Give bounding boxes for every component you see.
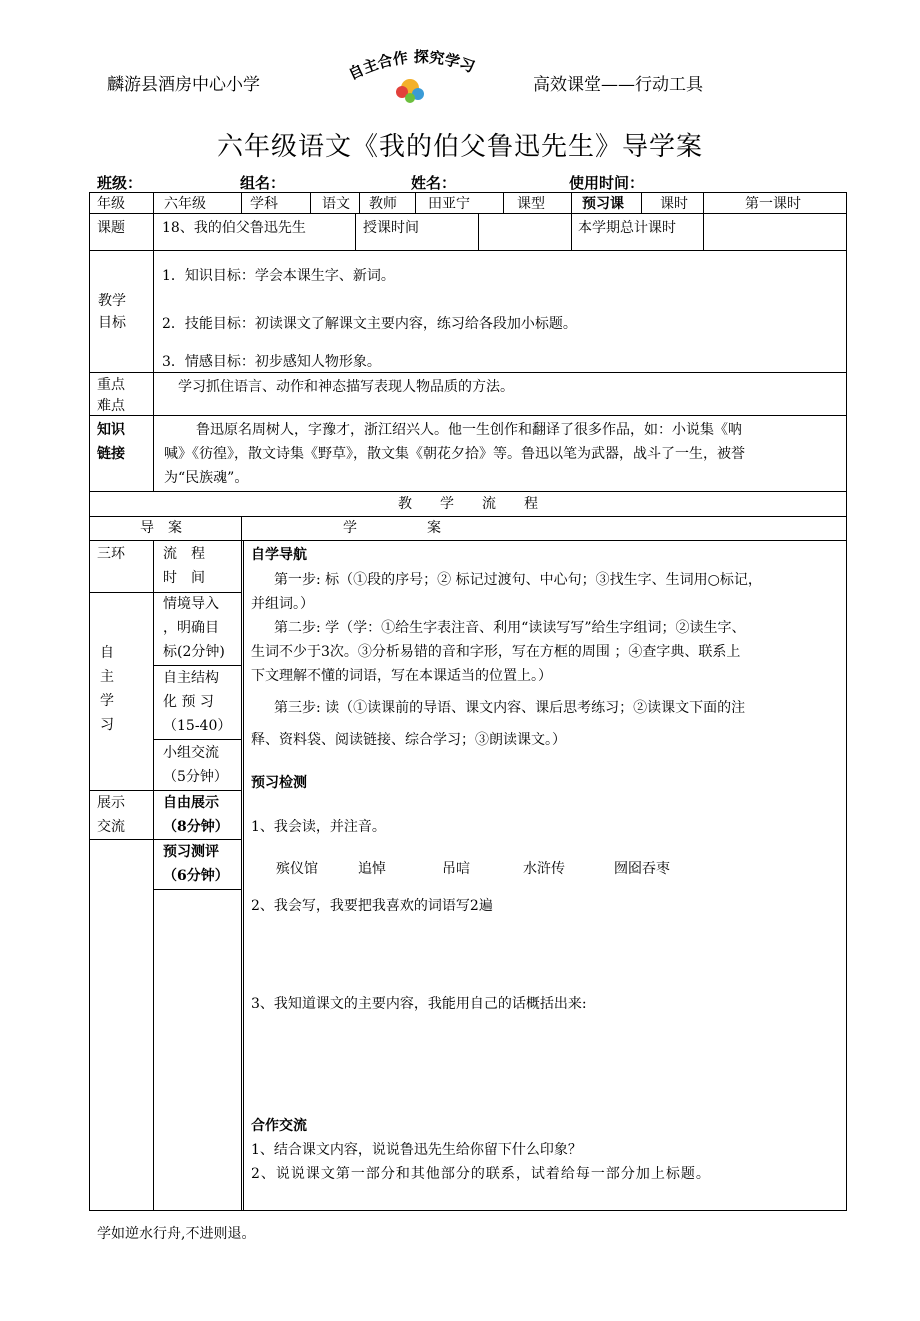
period-label: 课时 xyxy=(660,196,688,212)
step2-text: 第二步: 学（学：①给生字表注音、利用“读读写写”给生字组词；②读生字、 xyxy=(274,620,746,636)
step2-text: 生词不少于3次。③分析易错的音和字形，写在方框的周围 ；④查字典、联系上 xyxy=(251,644,741,660)
teach-time-label: 授课时间 xyxy=(363,220,419,236)
word-item: 殡仪馆 xyxy=(276,861,318,877)
knowledge-line: 喊》《彷徨》，散文诗集《野草》，散文集《朝花夕拾》等。鲁迅以笔为武器，战斗了一生，被誉 xyxy=(164,446,745,462)
period-value: 第一课时 xyxy=(745,196,801,212)
step3-text: 第三步: 读（①读课前的导语、课文内容、课后思考练习；②读课文下面的注 xyxy=(274,700,746,716)
study-label: 学 案 xyxy=(343,520,441,536)
flow-title: 教 学 流 程 xyxy=(398,496,538,512)
knowledge-label-2: 链接 xyxy=(97,446,125,462)
group-field[interactable] xyxy=(285,176,383,193)
coop-title: 合作交流 xyxy=(251,1118,307,1134)
school-name: 麟游县酒房中心小学 xyxy=(107,75,260,95)
class-label: 班级： xyxy=(97,172,214,193)
question-1: 1、我会读，并注音。 xyxy=(251,819,386,835)
guide-label: 导 案 xyxy=(140,520,182,536)
class-field[interactable] xyxy=(142,176,214,193)
svg-text:自主合作 探究学习 xyxy=(346,48,478,84)
logo xyxy=(340,42,500,112)
key-label-1: 重点 xyxy=(97,377,125,393)
grade-label: 年级 xyxy=(97,196,125,212)
topic-value: 18、我的伯父鲁迅先生 xyxy=(162,220,306,236)
coop-question-1: 1、结合课文内容，说说鲁迅先生给你留下什么印象？ xyxy=(251,1142,582,1158)
group-label: 组名： xyxy=(240,172,383,193)
name-field[interactable] xyxy=(456,176,532,193)
self-study-char: 学 xyxy=(100,693,114,709)
slogan: 高效课堂——行动工具 xyxy=(533,75,703,95)
word-item: 吊唁 xyxy=(442,861,470,877)
goal-item: 3．情感目标：初步感知人物形象。 xyxy=(162,354,381,370)
time-label: 使用时间： xyxy=(569,172,742,193)
step-intro: 情境导入 xyxy=(163,596,219,612)
check-title: 预习检测 xyxy=(251,775,307,791)
total-periods-label: 本学期总计课时 xyxy=(578,220,676,236)
coop-question-2: 2、说说课文第一部分和其他部分的联系，试着给每一部分加上标题。 xyxy=(251,1166,711,1182)
goal-item: 1．知识目标：学会本课生字、新词。 xyxy=(162,268,395,284)
step1-text: 并组词。） xyxy=(251,596,314,612)
knowledge-line: 鲁迅原名周树人，字豫才，浙江绍兴人。他一生创作和翻译了很多作品，如：小说集《呐 xyxy=(196,422,742,438)
name-label: 姓名： xyxy=(411,172,532,193)
step-group: （5分钟） xyxy=(163,769,228,785)
word-item: 囫囵吞枣 xyxy=(614,861,670,877)
knowledge-label-1: 知识 xyxy=(97,422,125,438)
subject-label: 学科 xyxy=(250,196,278,212)
step-test: 预习测评 xyxy=(163,844,219,860)
word-item: 水浒传 xyxy=(523,861,565,877)
nav-title: 自学导航 xyxy=(251,547,307,563)
teacher-label: 教师 xyxy=(369,196,397,212)
goals-label-1: 教学 xyxy=(98,293,126,309)
word-item: 追悼 xyxy=(358,861,386,877)
question-3: 3、我知道课文的主要内容，我能用自己的话概括出来: xyxy=(251,996,587,1012)
subject-value: 语文 xyxy=(322,196,350,212)
logo-text: 自主合作 探究学习 xyxy=(345,47,478,84)
type-value: 预习课 xyxy=(582,196,624,212)
teacher-value: 田亚宁 xyxy=(428,196,470,212)
type-label: 课型 xyxy=(517,196,545,212)
col-flow: 流 程 xyxy=(163,546,205,562)
self-study-char: 习 xyxy=(100,717,114,733)
key-label-2: 难点 xyxy=(97,398,125,414)
topic-label: 课题 xyxy=(97,220,125,236)
step-test: （6分钟） xyxy=(163,868,229,884)
show-label-2: 交流 xyxy=(97,819,125,835)
footer-motto: 学如逆水行舟,不进则退。 xyxy=(97,1226,256,1242)
show-label-1: 展示 xyxy=(97,795,125,811)
question-2: 2、我会写，我要把我喜欢的词语写2遍 xyxy=(251,898,493,914)
logo-graphic xyxy=(340,42,500,112)
step-preview: 化 预 习 xyxy=(163,694,214,710)
key-text: 学习抓住语言、动作和神态描写表现人物品质的方法。 xyxy=(178,379,514,395)
step3-text: 释、资料袋、阅读链接、综合学习；③朗读课文。） xyxy=(251,732,566,748)
goals-label-2: 目标 xyxy=(98,315,126,331)
self-study-char: 自 xyxy=(100,645,114,661)
knowledge-line: 为“民族魂”。 xyxy=(164,470,249,486)
col-time: 时 间 xyxy=(163,570,205,586)
step-free-show: 自由展示 xyxy=(163,795,219,811)
step-intro: ，明确目 xyxy=(163,620,219,636)
page-title: 六年级语文《我的伯父鲁迅先生》导学案 xyxy=(216,132,703,162)
self-study-char: 主 xyxy=(100,669,114,685)
step-intro: 标(2分钟) xyxy=(163,644,225,660)
grade-value: 六年级 xyxy=(164,196,206,212)
step-preview: 自主结构 xyxy=(163,670,219,686)
step-free-show: （8分钟） xyxy=(163,819,229,835)
goal-item: 2．技能目标：初读课文了解课文主要内容，练习给各段加小标题。 xyxy=(162,316,577,332)
col-three-rings: 三环 xyxy=(97,546,125,562)
step1-text: 第一步: 标（①段的序号；② 标记过渡句、中心句；③找生字、生词用○标记， xyxy=(274,572,762,588)
step-group: 小组交流 xyxy=(163,745,219,761)
time-field[interactable] xyxy=(644,176,742,193)
step-preview: （15-40） xyxy=(163,718,232,734)
step2-text: 下文理解不懂的词语，写在本课适当的位置上。） xyxy=(251,668,552,684)
